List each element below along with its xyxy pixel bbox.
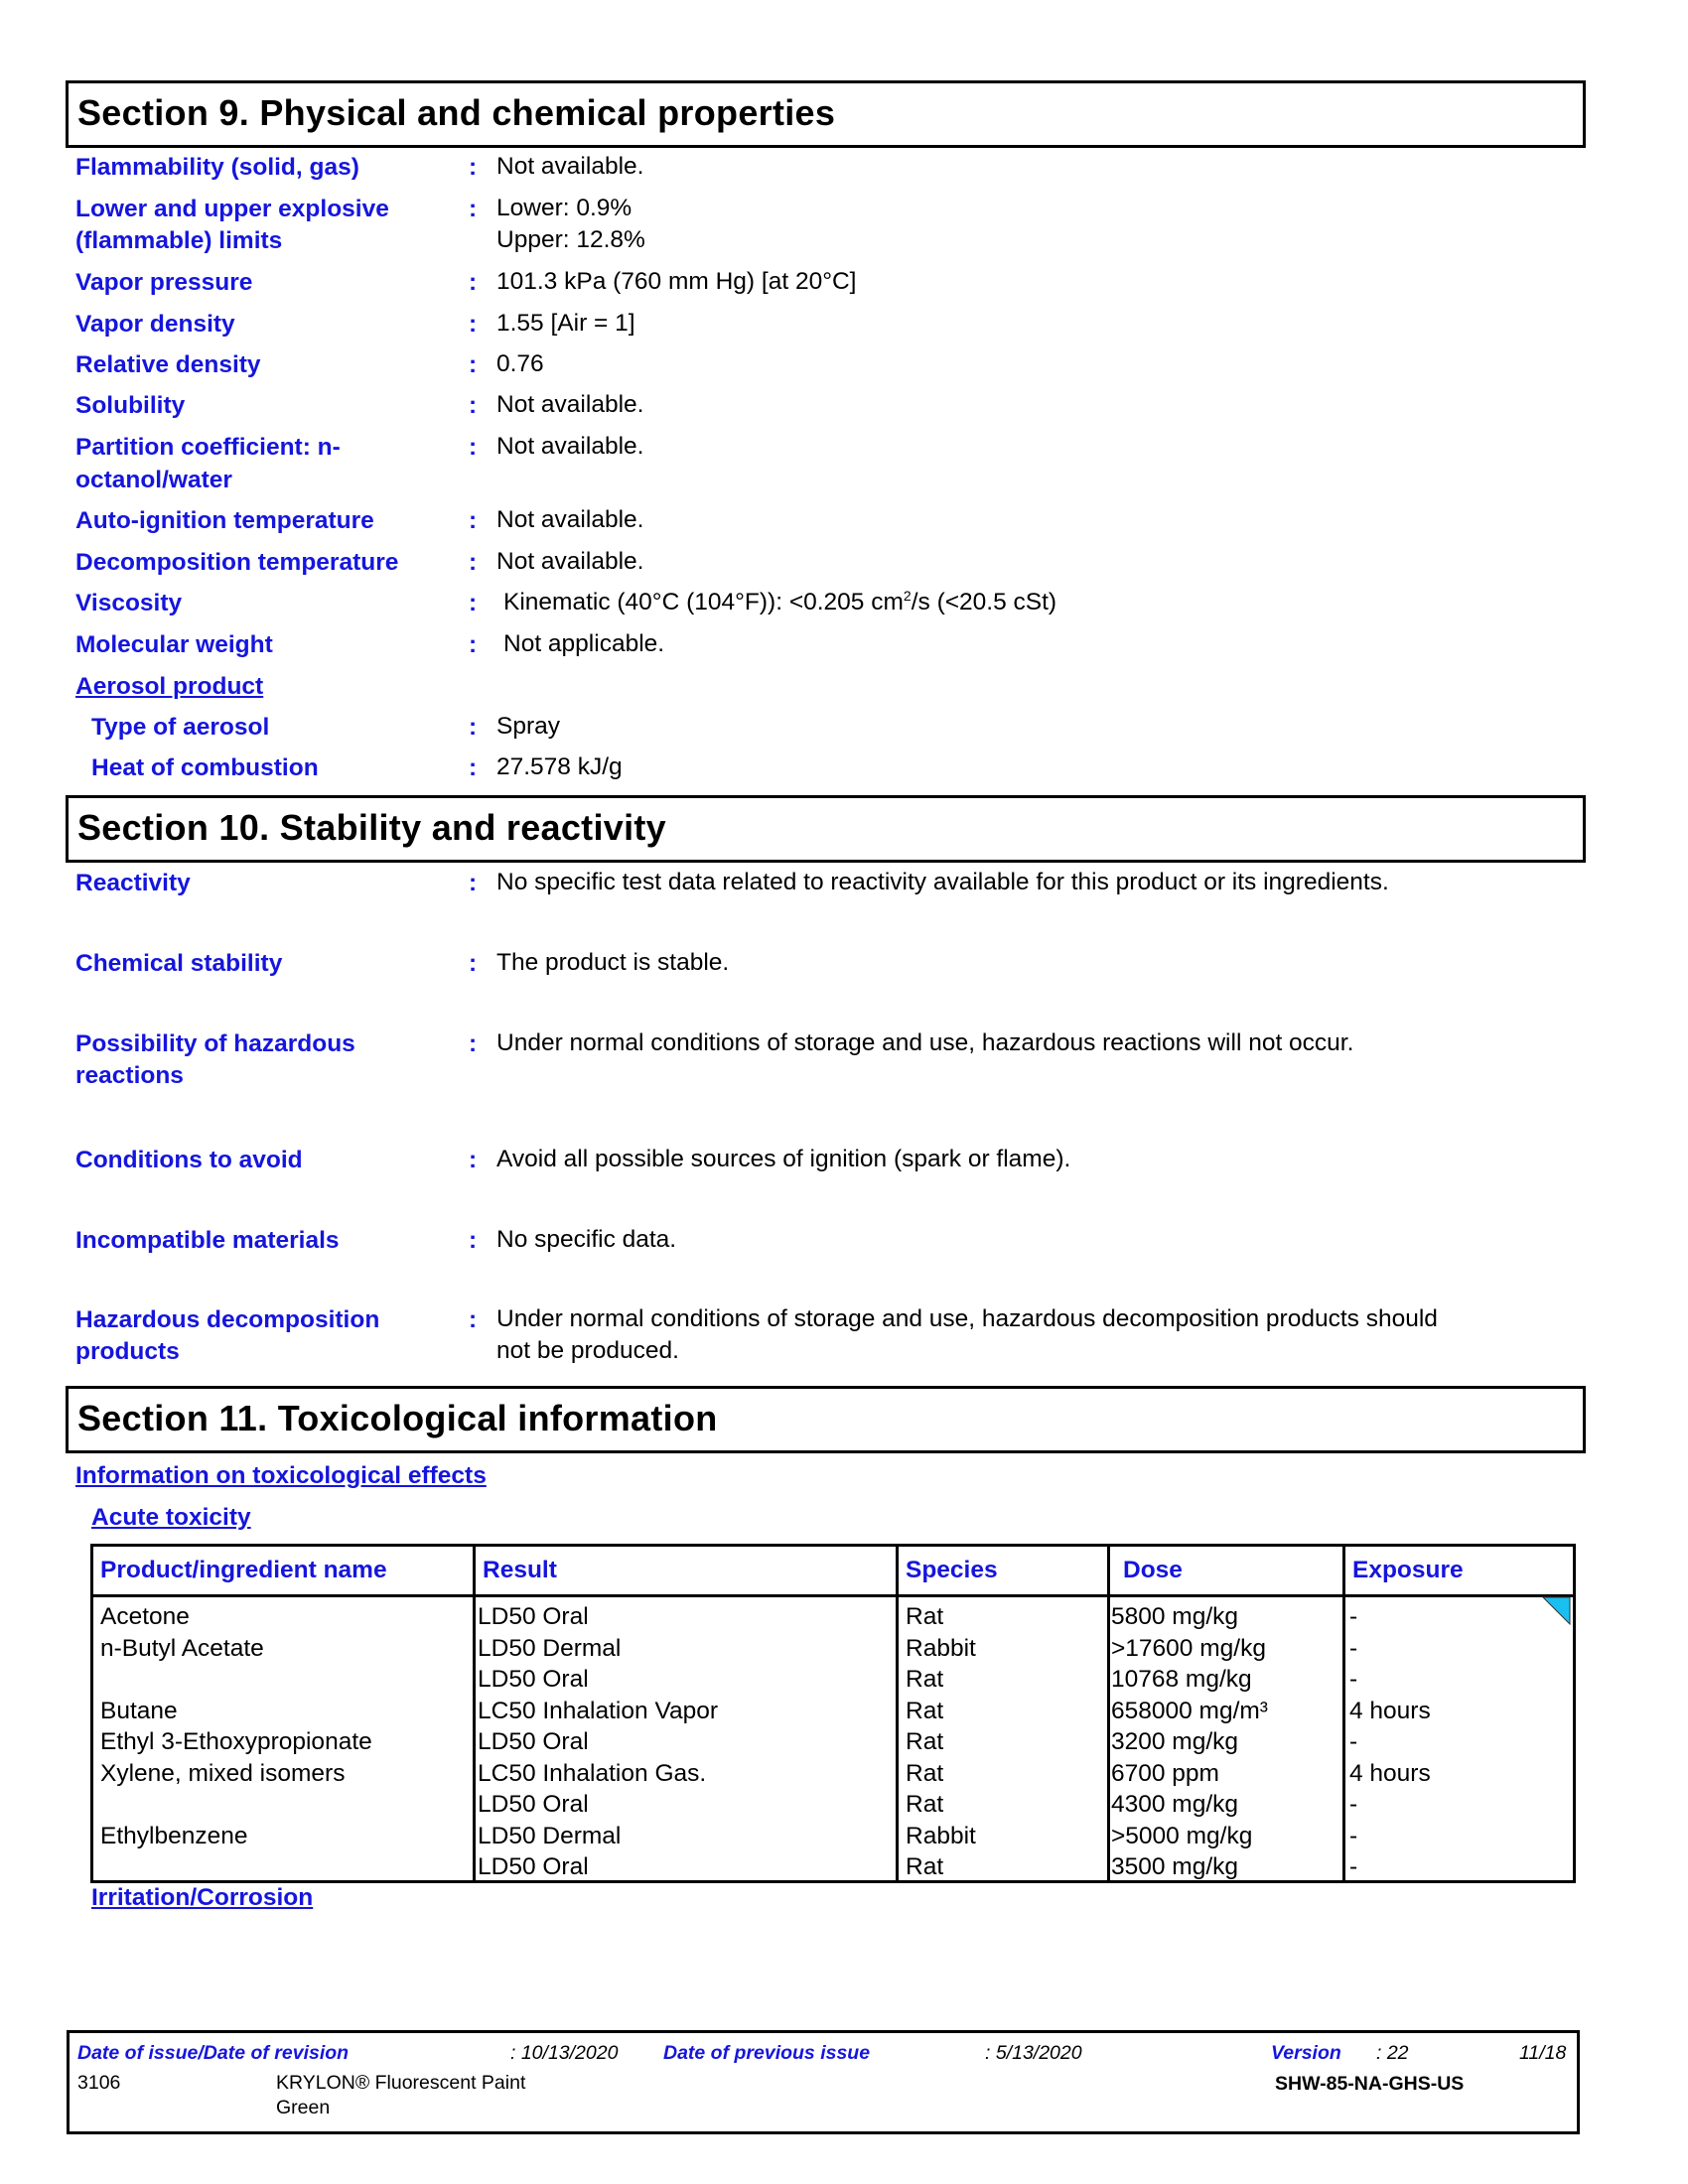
value-decomposition-temperature: Not available. [496, 548, 644, 575]
table-cell-name: Ethylbenzene [100, 1822, 248, 1849]
header-exposure: Exposure [1352, 1557, 1464, 1583]
column-product-names [100, 1601, 372, 1883]
colon: : [469, 950, 478, 977]
colon: : [469, 311, 478, 338]
acute-toxicity-heading[interactable]: Acute toxicity [91, 1504, 251, 1531]
colon: : [469, 196, 478, 222]
colon: : [469, 754, 478, 781]
table-cell-exposure: 4 hours [1349, 1759, 1431, 1787]
table-cell-exposure: - [1349, 1728, 1358, 1755]
table-cell-name: Butane [100, 1697, 178, 1724]
section-11-header [66, 1386, 1586, 1453]
table-cell-dose: 10768 mg/kg [1111, 1666, 1252, 1693]
table-cell-species: Rabbit [906, 1822, 976, 1849]
table-cell-result: LD50 Dermal [478, 1634, 622, 1662]
footer-issue-date-value: : 10/13/2020 [510, 2042, 619, 2064]
value-vapor-density: 1.55 [Air = 1] [496, 310, 635, 337]
table-cell-dose: 3200 mg/kg [1111, 1728, 1239, 1755]
value-molecular-weight: Not applicable. [503, 630, 665, 657]
colon: : [469, 351, 478, 378]
table-cell-name [100, 1851, 372, 1883]
footer-version-value: : 22 [1376, 2042, 1409, 2064]
table-cell-exposure: - [1349, 1791, 1358, 1818]
table-cell-dose: 5800 mg/kg [1111, 1603, 1239, 1630]
table-cell-result: LD50 Oral [478, 1791, 589, 1818]
label-hazardous-reactions-line2: reactions [75, 1062, 184, 1089]
table-cell-result: LC50 Inhalation Gas. [478, 1759, 707, 1787]
label-explosive-limits-line2: (flammable) limits [75, 227, 283, 254]
label-incompatible-materials: Incompatible materials [75, 1227, 340, 1254]
label-relative-density: Relative density [75, 351, 261, 378]
label-auto-ignition: Auto-ignition temperature [75, 507, 374, 534]
header-dose: Dose [1123, 1557, 1183, 1583]
value-heat-of-combustion: 27.578 kJ/g [496, 753, 623, 780]
colon: : [469, 434, 478, 461]
label-viscosity: Viscosity [75, 590, 183, 616]
table-cell-exposure: 4 hours [1349, 1697, 1431, 1724]
label-chemical-stability: Chemical stability [75, 950, 283, 977]
value-vapor-pressure: 101.3 kPa (760 mm Hg) [at 20°C] [496, 268, 857, 295]
table-cell-name: n-Butyl Acetate [100, 1634, 264, 1662]
table-cell-result: LD50 Oral [478, 1853, 589, 1880]
column-divider [1107, 1547, 1110, 1880]
table-cell-exposure: - [1349, 1853, 1358, 1880]
footer-version-label: Version [1271, 2042, 1341, 2064]
value-auto-ignition: Not available. [496, 506, 644, 533]
footer-previous-issue-label: Date of previous issue [663, 2042, 871, 2064]
section-10-header [66, 795, 1586, 863]
label-hazardous-decomposition-line2: products [75, 1338, 180, 1365]
footer-product-code: 3106 [77, 2072, 121, 2094]
column-divider [896, 1547, 899, 1880]
table-cell-species: Rat [906, 1853, 944, 1880]
table-cell-exposure: - [1349, 1666, 1358, 1693]
table-cell-result: LD50 Oral [478, 1603, 589, 1630]
viscosity-superscript: 2 [903, 587, 912, 604]
table-cell-name: Acetone [100, 1603, 190, 1630]
section-9-title: Section 9. Physical and chemical properties [77, 92, 836, 133]
section-11-title: Section 11. Toxicological information [77, 1398, 718, 1438]
value-chemical-stability: The product is stable. [496, 949, 730, 976]
toxicological-effects-heading[interactable]: Information on toxicological effects [75, 1462, 487, 1489]
colon: : [469, 392, 478, 419]
column-exposures [1349, 1601, 1431, 1883]
value-partition-coefficient: Not available. [496, 433, 644, 460]
column-doses [1111, 1601, 1268, 1883]
colon: : [469, 269, 478, 296]
colon: : [469, 714, 478, 741]
table-cell-dose: >5000 mg/kg [1111, 1822, 1253, 1849]
label-vapor-density: Vapor density [75, 311, 235, 338]
colon: : [469, 631, 478, 658]
column-results [478, 1601, 718, 1883]
label-flammability: Flammability (solid, gas) [75, 154, 359, 181]
table-cell-result: LD50 Oral [478, 1728, 589, 1755]
table-cell-species: Rat [906, 1791, 944, 1818]
footer-product-name-line1: KRYLON® Fluorescent Paint [276, 2072, 526, 2094]
column-divider [1342, 1547, 1345, 1880]
label-type-of-aerosol: Type of aerosol [91, 714, 270, 741]
header-species: Species [906, 1557, 998, 1583]
label-molecular-weight: Molecular weight [75, 631, 273, 658]
label-heat-of-combustion: Heat of combustion [91, 754, 319, 781]
footer-issue-date-label: Date of issue/Date of revision [77, 2042, 350, 2064]
table-cell-species: Rat [906, 1728, 944, 1755]
colon: : [469, 549, 478, 576]
value-flammability: Not available. [496, 153, 644, 180]
cyan-triangle-marker-icon [1542, 1596, 1571, 1625]
table-cell-name: Ethyl 3-Ethoxypropionate [100, 1728, 372, 1755]
table-cell-dose: 6700 ppm [1111, 1759, 1219, 1787]
colon: : [469, 1306, 478, 1333]
label-hazardous-reactions-line1: Possibility of hazardous [75, 1030, 355, 1057]
table-cell-name [100, 1789, 372, 1821]
footer-document-id: SHW-85-NA-GHS-US [1275, 2073, 1465, 2095]
aerosol-product-heading[interactable]: Aerosol product [75, 673, 264, 700]
viscosity-prefix: Kinematic (40°C (104°F)): <0.205 cm [503, 589, 904, 615]
footer-product-name-line2: Green [276, 2097, 331, 2118]
table-cell-dose: 658000 mg/m³ [1111, 1697, 1268, 1724]
table-cell-species: Rat [906, 1603, 944, 1630]
value-hazardous-decomposition-line1: Under normal conditions of storage and use, hazardous decomposition products should [496, 1305, 1438, 1332]
table-cell-exposure: - [1349, 1822, 1358, 1849]
table-cell-name: Xylene, mixed isomers [100, 1759, 346, 1787]
value-type-of-aerosol: Spray [496, 713, 561, 740]
page-footer [67, 2030, 1580, 2134]
colon: : [469, 870, 478, 896]
table-cell-species: Rat [906, 1759, 944, 1787]
table-cell-exposure: - [1349, 1634, 1358, 1662]
label-conditions-to-avoid: Conditions to avoid [75, 1147, 303, 1173]
label-partition-coefficient-line2: octanol/water [75, 467, 232, 493]
table-cell-species: Rat [906, 1666, 944, 1693]
label-explosive-limits-line1: Lower and upper explosive [75, 196, 389, 222]
value-hazardous-decomposition-line2: not be produced. [496, 1337, 679, 1364]
value-upper-limit: Upper: 12.8% [496, 226, 645, 253]
value-incompatible-materials: No specific data. [496, 1226, 677, 1253]
label-reactivity: Reactivity [75, 870, 191, 896]
label-solubility: Solubility [75, 392, 186, 419]
column-divider [473, 1547, 476, 1880]
table-cell-exposure: - [1349, 1603, 1358, 1630]
label-decomposition-temperature: Decomposition temperature [75, 549, 399, 576]
colon: : [469, 590, 478, 616]
colon: : [469, 154, 478, 181]
table-cell-dose: >17600 mg/kg [1111, 1634, 1266, 1662]
colon: : [469, 1030, 478, 1057]
table-cell-result: LC50 Inhalation Vapor [478, 1697, 718, 1724]
viscosity-suffix: /s (<20.5 cSt) [911, 589, 1057, 615]
table-cell-dose: 3500 mg/kg [1111, 1853, 1239, 1880]
irritation-corrosion-heading[interactable]: Irritation/Corrosion [91, 1884, 314, 1911]
section-10-title: Section 10. Stability and reactivity [77, 807, 667, 848]
colon: : [469, 507, 478, 534]
footer-page-number: 11/18 [1519, 2042, 1567, 2064]
column-species [906, 1601, 976, 1883]
value-reactivity: No specific test data related to reactivity available for this product or its ingredients. [496, 869, 1389, 895]
footer-previous-issue-value: : 5/13/2020 [985, 2042, 1082, 2064]
table-cell-result: LD50 Oral [478, 1666, 589, 1693]
colon: : [469, 1147, 478, 1173]
label-partition-coefficient-line1: Partition coefficient: n- [75, 434, 341, 461]
table-cell-result: LD50 Dermal [478, 1822, 622, 1849]
table-cell-name [100, 1664, 372, 1696]
table-cell-dose: 4300 mg/kg [1111, 1791, 1239, 1818]
colon: : [469, 1227, 478, 1254]
section-9-header [66, 80, 1586, 148]
table-cell-species: Rat [906, 1697, 944, 1724]
value-solubility: Not available. [496, 391, 644, 418]
label-hazardous-decomposition-line1: Hazardous decomposition [75, 1306, 380, 1333]
value-conditions-to-avoid: Avoid all possible sources of ignition (spark or flame). [496, 1146, 1071, 1172]
header-product-name: Product/ingredient name [100, 1557, 387, 1583]
header-result: Result [483, 1557, 557, 1583]
value-relative-density: 0.76 [496, 350, 544, 377]
value-lower-limit: Lower: 0.9% [496, 195, 633, 221]
table-cell-species: Rabbit [906, 1634, 976, 1662]
value-viscosity [503, 587, 1056, 618]
label-vapor-pressure: Vapor pressure [75, 269, 253, 296]
value-hazardous-reactions: Under normal conditions of storage and use, hazardous reactions will not occur. [496, 1029, 1354, 1056]
acute-toxicity-table [90, 1544, 1576, 1883]
